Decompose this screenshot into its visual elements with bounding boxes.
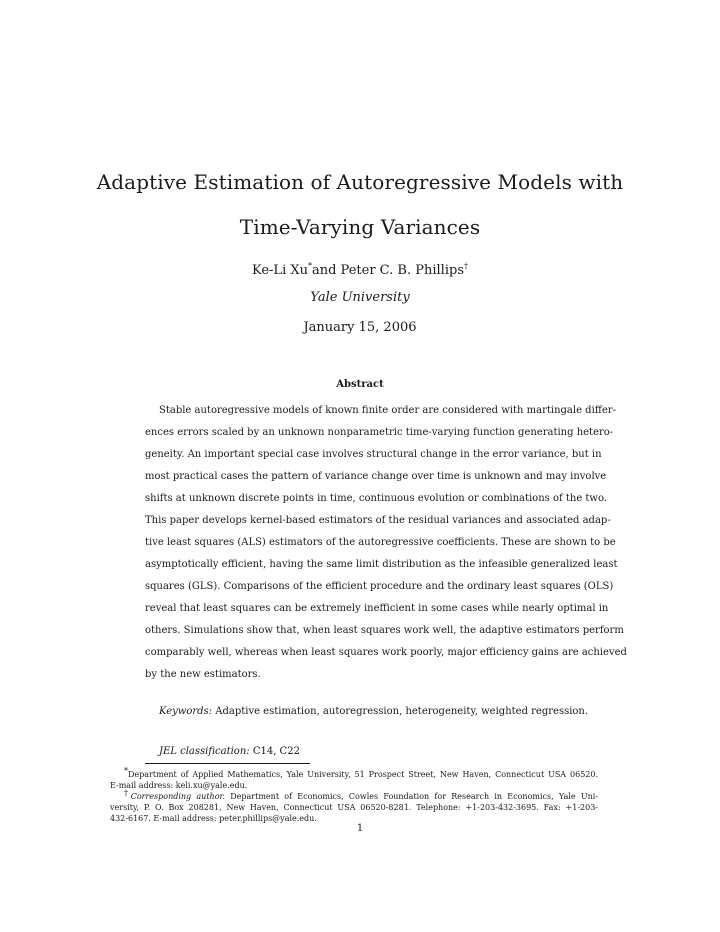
footnote-1-line — [124, 766, 598, 780]
footnote-2-mark: † — [124, 788, 131, 798]
author-1-footnote-mark: * — [307, 261, 312, 271]
paper-title-line-1: Adaptive Estimation of Autoregressive Models with — [96, 170, 624, 194]
footnote-1-mark: * — [124, 766, 128, 776]
abstract-line: most practical cases the pattern of variance change over time is unknown and may involve — [145, 471, 607, 482]
footnote-2-line: 432-6167. E-mail address: peter.phillips@yale.edu. — [110, 814, 317, 823]
footnote-2-line — [124, 788, 599, 802]
jel-text: C14, C22 — [252, 746, 300, 757]
footnote-2-text: Department of Economics, Cowles Foundation for Research in Economics, Yale Uni- — [230, 792, 599, 801]
footnote-rule — [145, 763, 310, 764]
abstract-line: asymptotically efficient, having the same limit distribution as the infeasible generalized least — [145, 559, 618, 570]
abstract-heading: Abstract — [336, 379, 384, 390]
keywords — [159, 706, 588, 717]
authors — [0, 263, 720, 278]
footnote-1-line: E-mail address: keli.xu@yale.edu. — [110, 781, 248, 790]
paper-date: January 15, 2006 — [303, 320, 417, 335]
abstract-line: comparably well, whereas when least squares work poorly, major efficiency gains are achieved — [145, 647, 627, 658]
author-1: Ke-Li Xu — [251, 263, 308, 278]
keywords-label: Keywords: — [159, 706, 213, 717]
abstract-line: others. Simulations show that, when least squares work well, the adaptive estimators perform — [145, 625, 624, 636]
abstract-line: ences errors scaled by an unknown nonparametric time-varying function generating hetero- — [145, 427, 614, 438]
abstract-line: This paper develops kernel-based estimators of the residual variances and associated adap- — [145, 515, 611, 526]
author-2: and Peter C. B. Phillips — [311, 263, 464, 278]
abstract-line: reveal that least squares can be extremely inefficient in some cases while nearly optimal in — [145, 603, 609, 614]
footnote-1-text: Department of Applied Mathematics, Yale University, 51 Prospect Street, New Haven, Connecticut USA 06520. — [128, 770, 598, 779]
abstract-line: Stable autoregressive models of known finite order are considered with martingale differ- — [159, 405, 616, 416]
abstract-line: by the new estimators. — [145, 669, 261, 680]
jel-classification — [159, 746, 300, 757]
abstract-line: geneity. An important special case involves structural change in the error variance, but in — [145, 449, 602, 460]
abstract-line: shifts at unknown discrete points in time, continuous evolution or combinations of the two. — [145, 493, 608, 504]
paper-title-line-2: Time-Varying Variances — [239, 215, 481, 239]
footnote-2-label: Corresponding author. — [130, 792, 226, 801]
keywords-text: Adaptive estimation, autoregression, heterogeneity, weighted regression. — [215, 706, 589, 717]
jel-label: JEL classification: — [159, 746, 250, 757]
footnote-2-line: versity, P. O. Box 208281, New Haven, Connecticut USA 06520-8281. Telephone: +1-203-432-3695. Fax: +1-203- — [110, 803, 598, 812]
abstract-line: tive least squares (ALS) estimators of the autoregressive coefficients. These are shown to be — [145, 537, 616, 548]
affiliation: Yale University — [310, 290, 410, 305]
abstract-line: squares (GLS). Comparisons of the efficient procedure and the ordinary least squares (OLS) — [145, 581, 614, 592]
author-2-footnote-mark: † — [464, 261, 468, 271]
page-number: 1 — [356, 823, 364, 834]
